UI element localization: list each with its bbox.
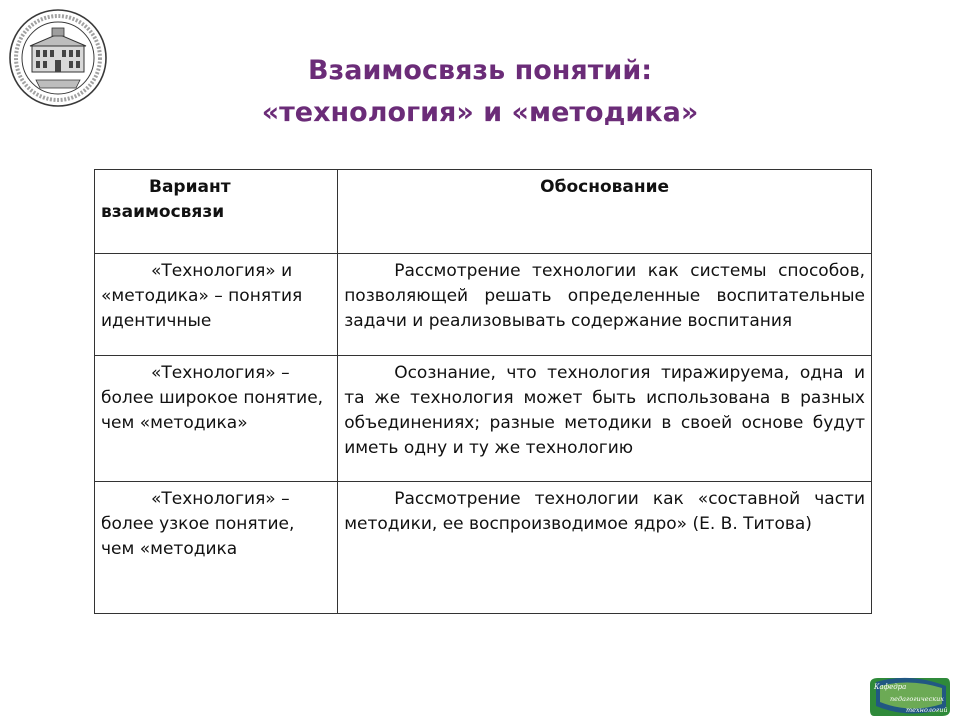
title-line-1: Взаимосвязь понятий: — [307, 55, 653, 86]
header-basis: Обоснование — [338, 170, 872, 254]
variant-text: «Технология» – более широкое понятие, чем «методика» — [101, 363, 324, 433]
basis-cell — [338, 254, 872, 356]
header-variant-text: Вариант взаимосвязи — [101, 177, 231, 222]
basis-cell — [338, 356, 872, 482]
basis-text: Рассмотрение технологии как системы способов, позволяющей решать определенные воспитательные задачи и реализовывать содержание воспитания — [344, 261, 865, 331]
relationship-table — [94, 169, 872, 614]
basis-cell — [338, 482, 872, 614]
table-row — [95, 356, 872, 482]
variant-text: «Технология» – более узкое понятие, чем «методика — [101, 489, 295, 559]
table-row — [95, 254, 872, 356]
variant-cell — [95, 254, 338, 356]
basis-text: Осознание, что технология тиражируема, одна и та же технология может быть использована в разных объединениях; разные методики в своей основе будут иметь одну и ту же технологию — [344, 363, 865, 458]
svg-text:технологий: технологий — [906, 706, 948, 714]
variant-text: «Технология» и «методика» – понятия идентичные — [101, 261, 303, 331]
variant-cell — [95, 482, 338, 614]
table-header-row — [95, 170, 872, 254]
title-line-2: «технология» и «методика» — [261, 97, 699, 128]
department-logo-icon — [866, 674, 952, 718]
svg-text:Кафедра: Кафедра — [874, 683, 907, 691]
table-row — [95, 482, 872, 614]
basis-text: Рассмотрение технологии как «составной части методики, ее воспроизводимое ядро» (Е. В. Титова) — [344, 489, 865, 534]
university-seal-icon — [6, 6, 110, 110]
slide-title — [180, 50, 780, 134]
variant-cell — [95, 356, 338, 482]
header-variant — [95, 170, 338, 254]
svg-text:педагогических: педагогических — [890, 695, 944, 703]
